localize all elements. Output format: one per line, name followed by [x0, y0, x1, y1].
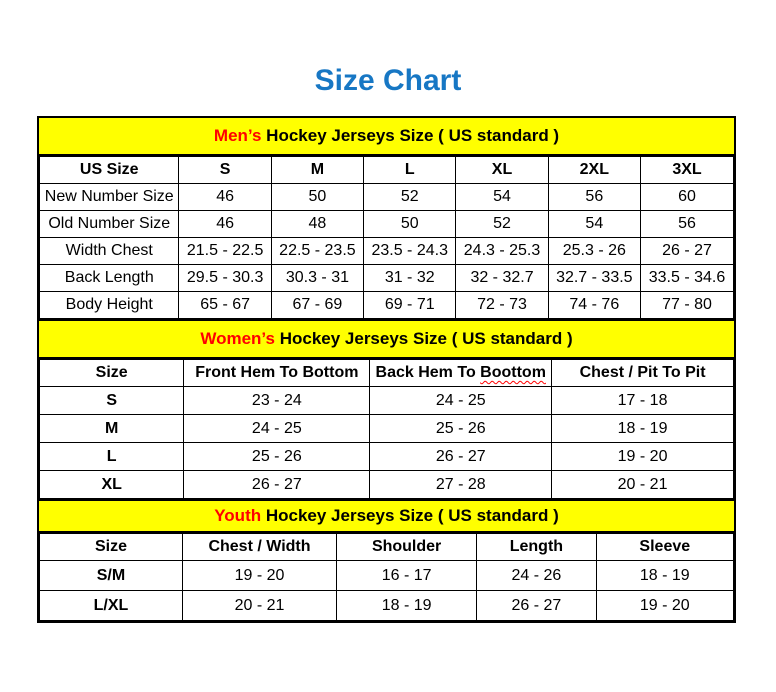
row-label: Width Chest — [40, 238, 179, 265]
table-row — [40, 265, 734, 292]
row-label: XL — [40, 471, 184, 499]
spellcheck-flagged-word: Boottom — [480, 364, 546, 381]
table-row — [40, 415, 734, 443]
row-label: Body Height — [40, 292, 179, 319]
size-cell: 54 — [456, 184, 548, 211]
size-cell: 77 - 80 — [640, 292, 733, 319]
col-header: M — [271, 157, 363, 184]
size-cell: 29.5 - 30.3 — [179, 265, 271, 292]
size-cell: 24.3 - 25.3 — [456, 238, 548, 265]
table-row — [40, 292, 734, 319]
size-cell: 24 - 25 — [370, 387, 552, 415]
row-label: S — [40, 387, 184, 415]
size-cell: 26 - 27 — [640, 238, 733, 265]
size-cell: 25.3 - 26 — [548, 238, 640, 265]
col-header: XL — [456, 157, 548, 184]
col-header: Sleeve — [596, 534, 733, 561]
col-header-misspelled — [370, 360, 552, 387]
col-header: L — [364, 157, 456, 184]
size-cell: 20 - 21 — [552, 471, 734, 499]
size-cell: 52 — [364, 184, 456, 211]
col-header: Front Hem To Bottom — [184, 360, 370, 387]
row-label: New Number Size — [40, 184, 179, 211]
header-row — [40, 534, 734, 561]
youth-band-highlight: Youth — [214, 506, 262, 525]
size-cell: 56 — [640, 211, 733, 238]
size-cell: 46 — [179, 211, 271, 238]
womens-size-table — [39, 359, 734, 499]
table-row — [40, 238, 734, 265]
size-cell: 25 - 26 — [184, 443, 370, 471]
table-row — [40, 561, 734, 591]
table-row — [40, 184, 734, 211]
size-cell: 54 — [548, 211, 640, 238]
size-cell: 46 — [179, 184, 271, 211]
size-cell: 22.5 - 23.5 — [271, 238, 363, 265]
size-cell: 18 - 19 — [337, 591, 477, 621]
mens-section-band — [39, 118, 734, 156]
header-row — [40, 157, 734, 184]
size-cell: 23.5 - 24.3 — [364, 238, 456, 265]
col-header: Shoulder — [337, 534, 477, 561]
size-cell: 72 - 73 — [456, 292, 548, 319]
size-cell: 67 - 69 — [271, 292, 363, 319]
mens-size-table — [39, 156, 734, 319]
size-cell: 26 - 27 — [477, 591, 596, 621]
size-cell: 48 — [271, 211, 363, 238]
table-row — [40, 387, 734, 415]
size-cell: 52 — [456, 211, 548, 238]
size-cell: 16 - 17 — [337, 561, 477, 591]
size-cell: 69 - 71 — [364, 292, 456, 319]
col-header: Length — [477, 534, 596, 561]
size-cell: 60 — [640, 184, 733, 211]
size-cell: 32.7 - 33.5 — [548, 265, 640, 292]
col-header: Size — [40, 534, 183, 561]
mens-band-text: Hockey Jerseys Size ( US standard ) — [261, 126, 560, 145]
row-label: S/M — [40, 561, 183, 591]
womens-band-text: Hockey Jerseys Size ( US standard ) — [274, 329, 573, 348]
table-row — [40, 211, 734, 238]
youth-section-band — [39, 499, 734, 533]
size-cell: 19 - 20 — [552, 443, 734, 471]
size-cell: 25 - 26 — [370, 415, 552, 443]
size-cell: 74 - 76 — [548, 292, 640, 319]
youth-band-text: Hockey Jerseys Size ( US standard ) — [261, 506, 559, 525]
col-header: 3XL — [640, 157, 733, 184]
col-header-prefix: Back Hem To — [375, 364, 481, 381]
col-header: 2XL — [548, 157, 640, 184]
col-header: US Size — [40, 157, 179, 184]
table-row — [40, 591, 734, 621]
size-cell: 18 - 19 — [596, 561, 733, 591]
size-chart-tables — [37, 116, 736, 623]
col-header: Chest / Pit To Pit — [552, 360, 734, 387]
page-title: Size Chart — [314, 64, 462, 97]
size-cell: 33.5 - 34.6 — [640, 265, 733, 292]
mens-band-highlight: Men’s — [213, 126, 262, 145]
size-cell: 26 - 27 — [184, 471, 370, 499]
size-cell: 21.5 - 22.5 — [179, 238, 271, 265]
size-cell: 30.3 - 31 — [271, 265, 363, 292]
col-header: S — [179, 157, 271, 184]
row-label: L/XL — [40, 591, 183, 621]
row-label: Back Length — [40, 265, 179, 292]
size-cell: 20 - 21 — [182, 591, 336, 621]
size-cell: 26 - 27 — [370, 443, 552, 471]
table-row — [40, 443, 734, 471]
size-cell: 19 - 20 — [596, 591, 733, 621]
size-cell: 24 - 26 — [477, 561, 596, 591]
col-header: Chest / Width — [182, 534, 336, 561]
row-label: L — [40, 443, 184, 471]
size-cell: 65 - 67 — [179, 292, 271, 319]
womens-band-highlight: Women’s — [200, 329, 275, 348]
size-cell: 18 - 19 — [552, 415, 734, 443]
size-cell: 19 - 20 — [182, 561, 336, 591]
row-label: Old Number Size — [40, 211, 179, 238]
col-header: Size — [40, 360, 184, 387]
row-label: M — [40, 415, 184, 443]
size-cell: 27 - 28 — [370, 471, 552, 499]
size-cell: 32 - 32.7 — [456, 265, 548, 292]
size-cell: 24 - 25 — [184, 415, 370, 443]
size-cell: 50 — [271, 184, 363, 211]
size-cell: 23 - 24 — [184, 387, 370, 415]
youth-size-table — [39, 533, 734, 621]
size-cell: 50 — [364, 211, 456, 238]
table-row — [40, 471, 734, 499]
womens-section-band — [39, 319, 734, 359]
size-cell: 31 - 32 — [364, 265, 456, 292]
header-row — [40, 360, 734, 387]
size-cell: 17 - 18 — [552, 387, 734, 415]
size-cell: 56 — [548, 184, 640, 211]
